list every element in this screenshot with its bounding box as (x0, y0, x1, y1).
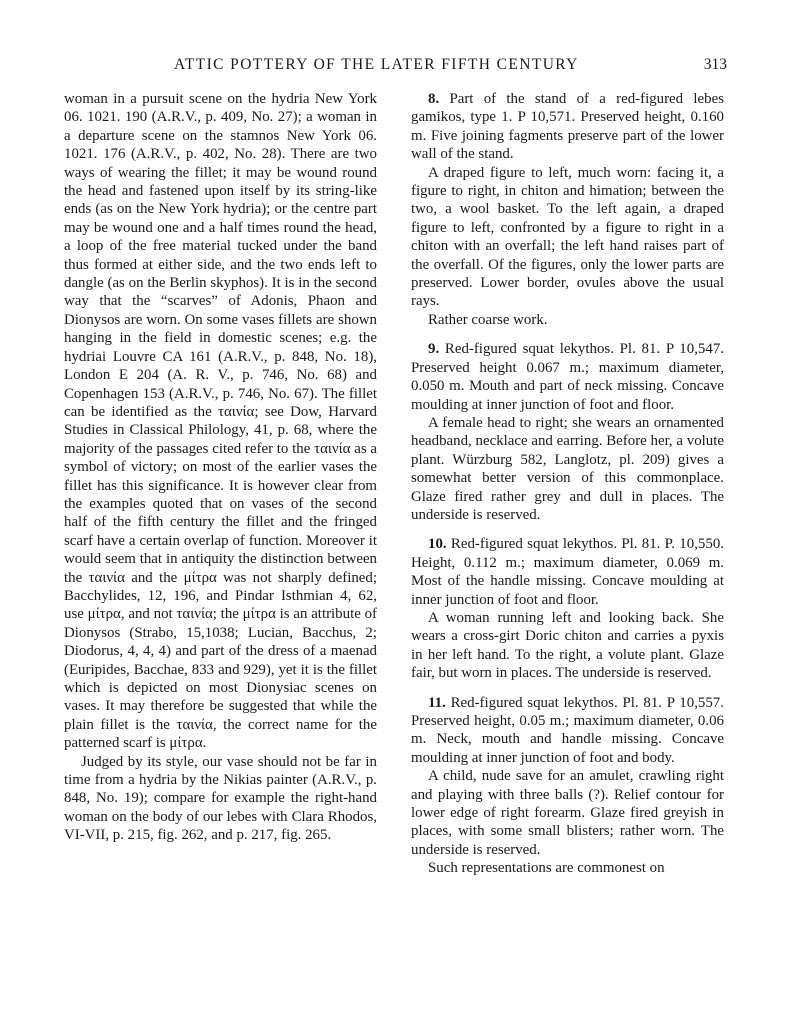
running-title: ATTIC POTTERY OF THE LATER FIFTH CENTURY (174, 56, 579, 73)
entry-number: 11. (428, 694, 446, 711)
entry-description: Red-figured squat lekythos. Pl. 81. P. 10,550. Height, 0.112 m.; maximum diameter, 0.069 m. Most of the handle missing. Concave moulding at inner junction of foot and floor. (411, 536, 724, 608)
running-header (62, 56, 727, 80)
left-column (64, 90, 377, 845)
entry-number: 9. (428, 341, 440, 358)
catalogue-entry (411, 694, 724, 878)
catalogue-entry (411, 340, 724, 524)
entry-paragraph: A child, nude save for an amulet, crawling right and playing with three balls (?). Relief contour for lower edge of right forearm. Glaze fired greyish in places, with some small blisters; rather worn. The underside is reserved. (411, 768, 724, 858)
entry-paragraph: Such representations are commonest on (428, 860, 665, 877)
entry-description: Red-figured squat lekythos. Pl. 81. P 10,547. Preserved height 0.067 m.; maximum diameter, 0.050 m. Mouth and part of neck missing. Concave moulding at inner junction of foot and floor. (411, 341, 724, 413)
catalogue-entry (411, 535, 724, 682)
entry-description: Red-figured squat lekythos. Pl. 81. P 10,557. Preserved height, 0.05 m.; maximum diameter, 0.06 m. Neck, mouth and handle missing. Concave moulding at inner junction of foot and body. (411, 694, 724, 766)
entry-paragraph: A woman running left and looking back. She wears a cross-girt Doric chiton and carries a pyxis in her left hand. To the right, a volute plant. Glaze fair, but worn in places. The underside is reserved. (411, 609, 724, 682)
entry-number: 8. (428, 91, 440, 107)
page-number: 313 (703, 56, 727, 73)
entry-number: 10. (428, 536, 447, 553)
entry-description: Part of the stand of a red-figured lebes gamikos, type 1. P 10,571. Preserved height, 0.160 m. Five joining fagments preserve part of the lower wall of the stand. (411, 91, 724, 163)
entry-paragraph: A female head to right; she wears an ornamented headband, necklace and earring. Before her, a volute plant. Würzburg 582, Langlotz, pl. 209) gives a somewhat better version of this commonplace. Glaze fired rather grey and dull in places. The underside is reserved. (411, 414, 724, 523)
entry-description-paragraph (411, 340, 724, 414)
entry-description-paragraph (411, 694, 724, 768)
entry-paragraph: A draped figure to left, much worn: facing it, a figure to right, in chiton and himation; between the two, a wool basket. To the left again, a draped figure to left, confronted by a figure to right in a chiton with an overfall; the left hand raises part of the overfall. Of the figures, only the lower parts are preserved. Lower border, ovules above the usual rays. (411, 164, 724, 310)
entry-description-paragraph (411, 535, 724, 609)
entry-description-paragraph (411, 90, 724, 164)
body-paragraph: Judged by its style, our vase should not be far in time from a hydria by the Nikias painter (A.R.V., p. 848, No. 19); compare for example the right-hand woman on the body of our lebes with Clara Rhodos, VI-VII, p. 215, fig. 262, and p. 217, fig. 265. (64, 753, 377, 844)
catalogue-entry (411, 90, 724, 329)
entry-paragraph: Rather coarse work. (428, 311, 548, 328)
body-paragraph: woman in a pursuit scene on the hydria New York 06. 1021. 190 (A.R.V., p. 409, No. 27); a woman in a departure scene on the stamnos New York 06. 1021. 176 (A.R.V., p. 402, No. 28). There are two ways of wearing the fillet; it may be wound round the head and fastened upon itself by its string-like ends (as on the New York hydria); or the centre part may be wound one and a half times round the head, a loop of the free material tucked under the band thus formed at either side, and the two ends left to dangle (as on the Berlin skyphos). It is in the second way that the “scarves” of Adonis, Phaon and Dionysos are worn. On some vases fillets are shown hanging in the field in domestic scenes; e.g. the hydriai Louvre CA 161 (A.R.V., p. 848, No. 18), London E 204 (A. R. V., p. 746, No. 68) and Copenhagen 153 (A.R.V., p. 746, No. 67). The fillet can be identified as the ταινία; see Dow, Harvard Studies in Classical Philology, 41, p. 68, where the majority of the passages cited refer to the ταινία as a symbol of victory; on most of the earlier vases the fillet has this significance. It is however clear from the examples quoted that on vases of the second half of the fifth century the fillet and the fringed scarf have a certain overlap of function. Moreover it would seem that in antiquity the distinction between the ταινία and the μίτρα was not sharply defined; Bacchylides, 12, 196, and Pindar Isthmian 4, 62, use μίτρα, and not ταινία; the μίτρα is an attribute of Dionysos (Strabo, 15,1038; Lucian, Bacchus, 2; Diodorus, 4, 4, 4) and part of the dress of a maenad (Euripides, Bacchae, 833 and 929), yet it is the fillet which is depicted on most Dionysiac scenes on vases. It may therefore be suggested that while the plain fillet is the ταινία, the correct name for the patterned scarf is μίτρα. (64, 91, 377, 752)
right-column (411, 90, 724, 878)
